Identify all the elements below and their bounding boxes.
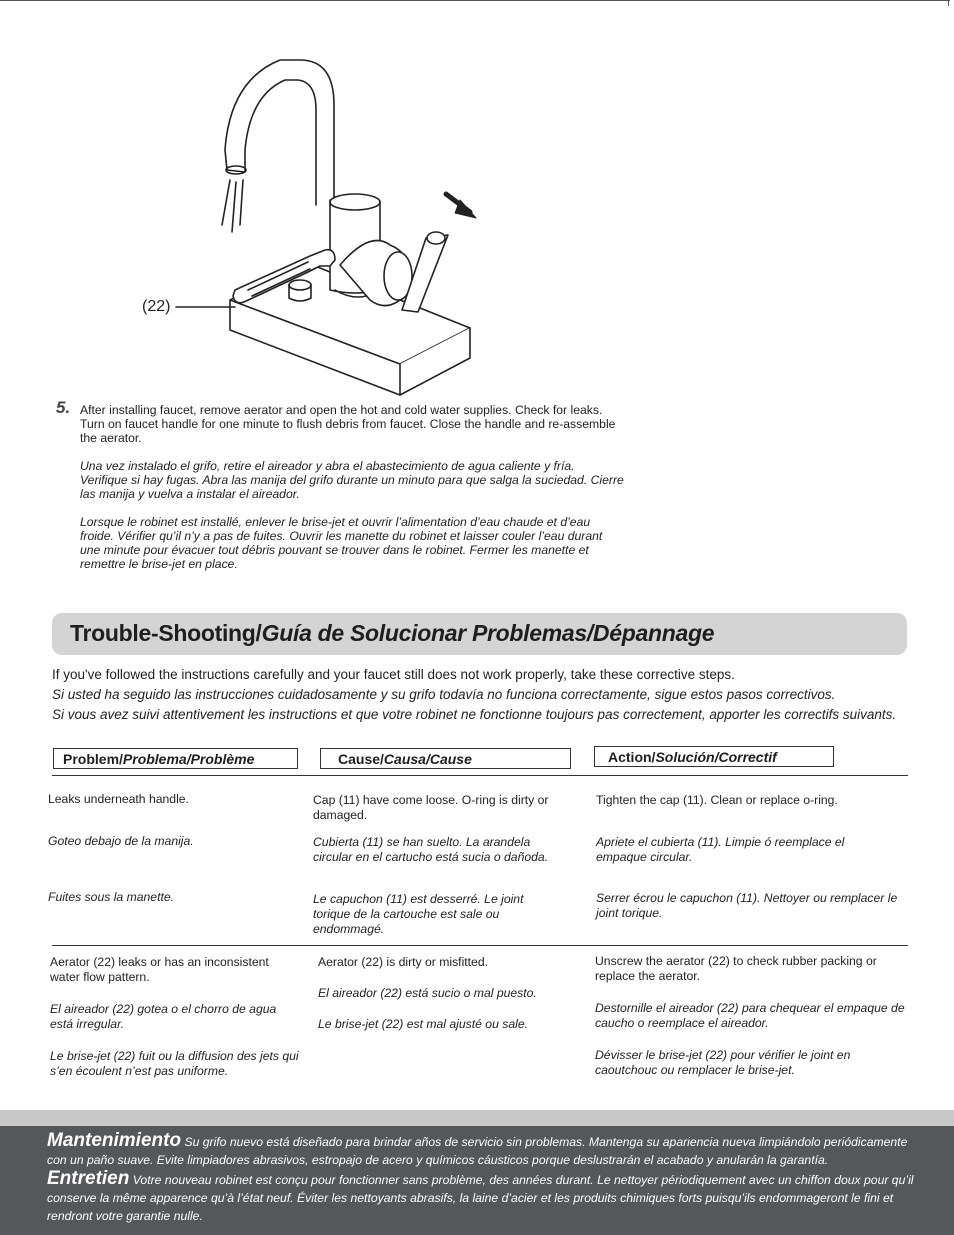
step-number: 5. xyxy=(56,398,71,417)
header-problem-en: Problem/ xyxy=(63,751,123,767)
row1-action-en: Tighten the cap (11). Clean or replace o-ring. xyxy=(596,793,838,807)
row1-cause-fr: Le capuchon (11) est desserré. Le joint torique de la cartouche est sale ou endommagé. xyxy=(313,892,524,936)
header-action-en: Action/ xyxy=(608,749,656,765)
row2-problem-fr: Le brise-jet (22) fuit ou la diffusion des jets qui s’en écoulent n’est pas uniforme. xyxy=(50,1049,299,1078)
troubleshooting-title xyxy=(70,620,714,647)
title-en: Trouble-Shooting/ xyxy=(70,620,262,646)
header-problem-rest: Problema/Problème xyxy=(122,751,255,767)
top-border xyxy=(0,0,950,1)
row2-cause-fr: Le brise-jet (22) est mal ajusté ou sale. xyxy=(318,1017,528,1031)
header-cause-en: Cause/ xyxy=(338,751,384,767)
spout-outer xyxy=(225,60,334,205)
maintenance-es-title: Mantenimiento xyxy=(47,1130,182,1151)
row2-cause-en: Aerator (22) is dirty or misfitted. xyxy=(318,955,488,969)
row1-cause-es: Cubierta (11) se han suelto. La arandela circular en el cartucho está sucia o dañoda. xyxy=(313,835,549,864)
intro-es: Si usted ha seguido las instrucciones cuidadosamente y su grifo todavía no funciona correctamente, sigue estos pasos correctivos. xyxy=(52,687,836,702)
header-problem xyxy=(53,748,298,769)
maintenance-fr-title: Entretien xyxy=(47,1168,130,1189)
row2-action-en: Unscrew the aerator (22) to check rubber packing or replace the aerator. xyxy=(595,954,877,983)
maintenance-fr-text: Votre nouveau robinet est conçu pour fonctionner sans problème, des années durant. Le nettoyer périodiquement avec un chiffon doux pour qu’il conserve la même apparence qu’à l’état neuf. Éviter les nettoyants abrasifs, la laine d’acier et les produits chimiques forts puisqu’ils endommageront le fini et rendront votre garantie nulle. xyxy=(47,1173,914,1223)
row1-problem-es: Goteo debajo de la manija. xyxy=(48,834,194,848)
step5-text-es: Una vez instalado el grifo, retire el aireador y abra el abastecimiento de agua caliente y fría. Verifique si hay fugas. Abra las manija del grifo durante un minuto para que salga la suciedad. Cierre las manija y vuelva a instalar el aireador. xyxy=(80,459,624,501)
row2-action-es: Destornille el aireador (22) para chequear el empaque de caucho o reemplace el aireador. xyxy=(595,1001,905,1030)
row2-action-fr: Dévisser le brise-jet (22) pour vérifier le joint en caoutchouc ou remplacer le brise-jet. xyxy=(595,1048,851,1077)
maintenance-es-text: Su grifo nuevo está diseñado para brindar años de servicio sin problemas. Mantenga su apariencia nueva limpiándolo periódicamente con un paño suave. Evite limpiadores abrasivos, estropajo de acero y químicos cáusticos porque deslustrarán el acabado y anularán la garantía. xyxy=(47,1135,908,1167)
row1-action-fr: Serrer écrou le capuchon (11). Nettoyer ou remplacer le joint torique. xyxy=(596,891,898,920)
maintenance-fr xyxy=(47,1170,917,1225)
row1-problem-en: Leaks underneath handle. xyxy=(48,792,189,806)
maintenance-es xyxy=(47,1132,917,1169)
step5-text-en: After installing faucet, remove aerator and open the hot and cold water supplies. Check for leaks. Turn on faucet handle for one minute to flush debris from faucet. Close the handle and re-assemble the aerator. xyxy=(80,403,616,445)
aerator xyxy=(289,280,311,290)
footer-strip xyxy=(0,1110,954,1126)
faucet-illustration xyxy=(130,50,510,400)
table-rule-middle xyxy=(52,945,908,946)
intro-fr: Si vous avez suivi attentivement les instructions et que votre robinet ne fonctionne toujours pas correctement, apporter les correctifs suivants. xyxy=(52,707,897,722)
table-rule-top xyxy=(52,775,908,776)
intro-en: If you've followed the instructions carefully and your faucet still does not work properly, take these corrective steps. xyxy=(52,667,735,682)
header-action xyxy=(594,746,834,767)
row1-problem-fr: Fuites sous la manette. xyxy=(48,890,174,904)
troubleshooting-banner xyxy=(52,613,907,655)
header-action-rest: Solución/Correctif xyxy=(655,749,777,765)
row1-action-es: Apriete el cubierta (11). Limpie ó reemplace el empaque circular. xyxy=(596,835,845,864)
maintenance-footer xyxy=(0,1126,954,1235)
row2-problem-es: El aireador (22) gotea o el chorro de agua está irregular. xyxy=(50,1002,277,1031)
row2-problem-en: Aerator (22) leaks or has an inconsistent water flow pattern. xyxy=(50,955,269,984)
step5-text-fr: Lorsque le robinet est installé, enlever le brise-jet et ouvrir l’alimentation d’eau chaude et d’eau froide. Vérifier qu’il n’y a pas de fuites. Ouvrir les manette du robinet et laisser couler l’eau durant une minute pour évacuer tout débris pouvant se trouver dans le robinet. Fermer les manette et remettre le brise-jet en place. xyxy=(80,515,603,571)
row2-cause-es: El aireador (22) está sucio o mal puesto. xyxy=(318,986,537,1000)
header-cause xyxy=(320,748,571,769)
row1-cause-en: Cap (11) have come loose. O-ring is dirty or damaged. xyxy=(313,793,549,822)
part-label-22: (22) xyxy=(142,298,171,315)
header-cause-rest: Causa/Cause xyxy=(383,751,472,767)
title-es-fr: Guía de Solucionar Problemas/Dépannage xyxy=(261,620,715,646)
crop-mark xyxy=(948,0,949,6)
